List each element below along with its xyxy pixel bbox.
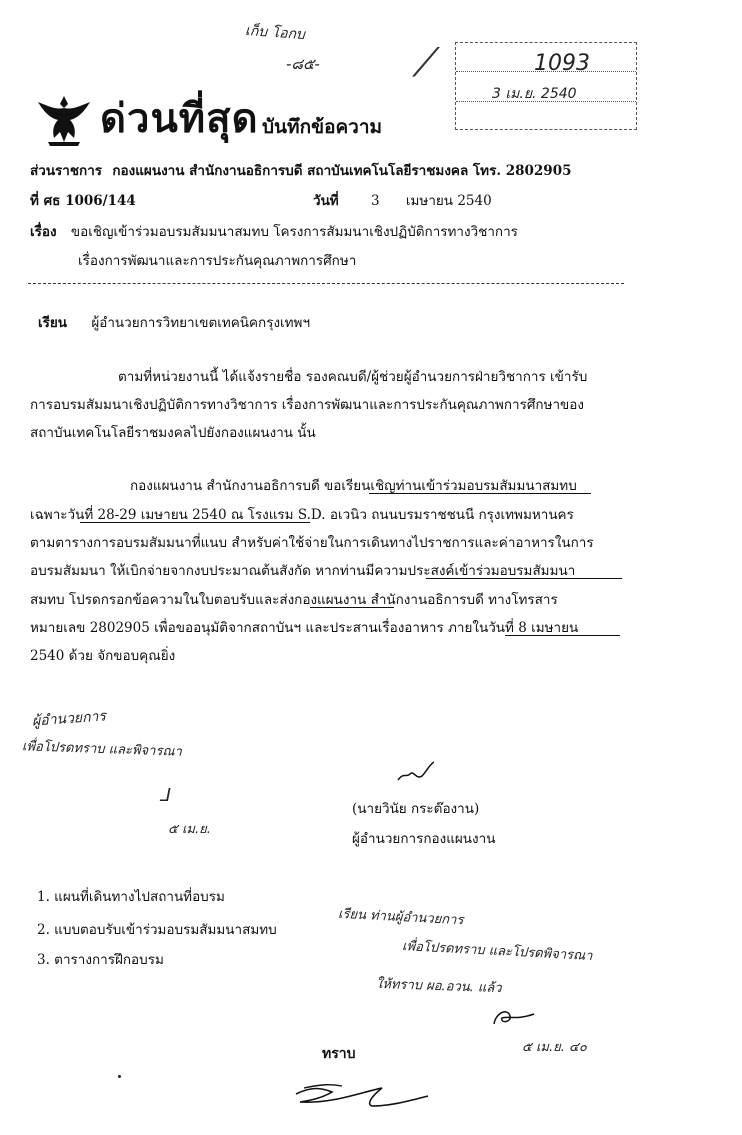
attachment-item: 3. ตารางการฝึกอบรม bbox=[37, 952, 164, 968]
handwritten-initials: ᒧ bbox=[160, 785, 171, 806]
date-month-year: เมษายน 2540 bbox=[405, 193, 492, 209]
handwritten-margin-note-1: ผู้อำนวยการ bbox=[31, 708, 107, 730]
handwritten-mark: ⟋ bbox=[412, 40, 440, 86]
separator-line bbox=[28, 283, 624, 284]
body-p2-line-3: ตามตารางการอบรมสัมมนาที่แนบ สำหรับค่าใช้จ่ายในการเดินทางไปราชการและค่าอาหารในการ bbox=[30, 535, 594, 551]
attachment-item: 1. แผนที่เดินทางไปสถานที่อบรม bbox=[37, 889, 225, 905]
urgency-heading: ด่วนที่สุด bbox=[100, 95, 259, 142]
handwritten-margin-note-3: ๕ เม.ย. bbox=[168, 822, 211, 837]
body-p1-line-1: ตามที่หน่วยงานนี้ ได้แจ้งรายชื่อ รองคณบดี/ผู้ช่วยผู้อำนวยการฝ่ายวิชาการ เข้ารับ bbox=[118, 369, 588, 385]
signature-scribble-icon bbox=[396, 760, 436, 786]
reference-number: ที่ ศธ 1006/144 bbox=[30, 193, 136, 209]
document-type: บันทึกข้อความ bbox=[262, 116, 383, 138]
underline-send bbox=[310, 607, 394, 608]
body-p1-line-2: การอบรมสัมมนาเชิงปฏิบัติการทางวิชาการ เรื่องการพัฒนาและการประกันคุณภาพการศึกษาของ bbox=[30, 397, 584, 413]
underline-invite bbox=[369, 493, 591, 494]
body-p2-line-7: 2540 ด้วย จักขอบคุณยิ่ง bbox=[30, 648, 176, 664]
date-day: 3 bbox=[371, 193, 380, 209]
handwritten-right-note-1: เรียน ท่านผู้อำนวยการ bbox=[337, 906, 464, 929]
agency-value: กองแผนงาน สำนักงานอธิการบดี สถาบันเทคโนโลยีราชมงคล โทร. 2802905 bbox=[112, 163, 572, 179]
body-p2-line-1: กองแผนงาน สำนักงานอธิการบดี ขอเรียนเชิญท่านเข้าร่วมอบรมสัมมนาสมทบ bbox=[130, 478, 577, 494]
handwritten-right-note-3: ให้ทราบ ผอ.อวน. แล้ว bbox=[375, 976, 502, 997]
body-p2-line-4: อบรมสัมมนา ให้เบิกจ่ายจากงบประมาณต้นสังกัด หากท่านมีความประสงค์เข้าร่วมอบรมสัมมนา bbox=[30, 563, 576, 579]
handwritten-right-date: ๕ เม.ย. ๔๐ bbox=[522, 1040, 587, 1055]
approver-signature-icon bbox=[488, 1004, 538, 1034]
agency-label: ส่วนราชการ bbox=[30, 163, 103, 179]
subject-line-2: เรื่องการพัฒนาและการประกันคุณภาพการศึกษา bbox=[78, 253, 357, 269]
body-p2-line-2: เฉพาะวันที่ 28-29 เมษายน 2540 ณ โรงแรม S.D. อเวนิว ถนนบรมราชชนนี กรุงเทพมหานคร bbox=[30, 507, 574, 523]
signatory-name: (นายวินัย กระต๊องาน) bbox=[352, 801, 480, 817]
receipt-stamp bbox=[455, 42, 637, 130]
underline-dates bbox=[80, 522, 310, 523]
date-label: วันที่ bbox=[313, 193, 339, 209]
underline-intent bbox=[426, 578, 622, 579]
underline-deadline bbox=[505, 635, 620, 636]
handwritten-top-note: เก็บ โอกบ bbox=[244, 22, 306, 44]
body-p2-line-5: สมทบ โปรดกรอกข้อความในใบตอบรับและส่งกองแผนงาน สำนักงานอธิการบดี ทางโทรสาร bbox=[30, 592, 558, 608]
acknowledge-label: ทราบ bbox=[322, 1046, 356, 1062]
signatory-position: ผู้อำนวยการกองแผนงาน bbox=[352, 831, 496, 847]
stamp-number: 1093 bbox=[534, 51, 590, 76]
subject-label: เรื่อง bbox=[30, 224, 57, 240]
handwritten-page-number: -๘๕- bbox=[286, 55, 320, 73]
stamp-date: 3 เม.ย. 2540 bbox=[492, 86, 577, 102]
body-p1-line-3: สถาบันเทคโนโลยีราชมงคลไปยังกองแผนงาน นั้น bbox=[30, 425, 316, 441]
subject-line-1: ขอเชิญเข้าร่วมอบรมสัมมนาสมทบ โครงการสัมมนาเชิงปฏิบัติการทางวิชาการ bbox=[70, 224, 518, 240]
garuda-emblem-icon bbox=[34, 92, 94, 148]
ink-dot bbox=[118, 1075, 121, 1078]
body-p2-line-6: หมายเลข 2802905 เพื่อขออนุมัติจากสถาบันฯ และประสานเรื่องอาหาร ภายในวันที่ 8 เมษายน bbox=[30, 620, 579, 636]
handwritten-right-note-2: เพื่อโปรดทราบ และโปรดพิจารณา bbox=[401, 939, 593, 964]
attachment-item: 2. แบบตอบรับเข้าร่วมอบรมสัมมนาสมทบ bbox=[37, 922, 277, 938]
salutation-label: เรียน bbox=[38, 315, 68, 331]
salutation-recipient: ผู้อำนวยการวิทยาเขตเทคนิคกรุงเทพฯ bbox=[91, 315, 311, 331]
handwritten-margin-note-2: เพื่อโปรดทราบ และพิจารณา bbox=[21, 739, 183, 760]
bottom-signature-icon bbox=[292, 1078, 432, 1112]
